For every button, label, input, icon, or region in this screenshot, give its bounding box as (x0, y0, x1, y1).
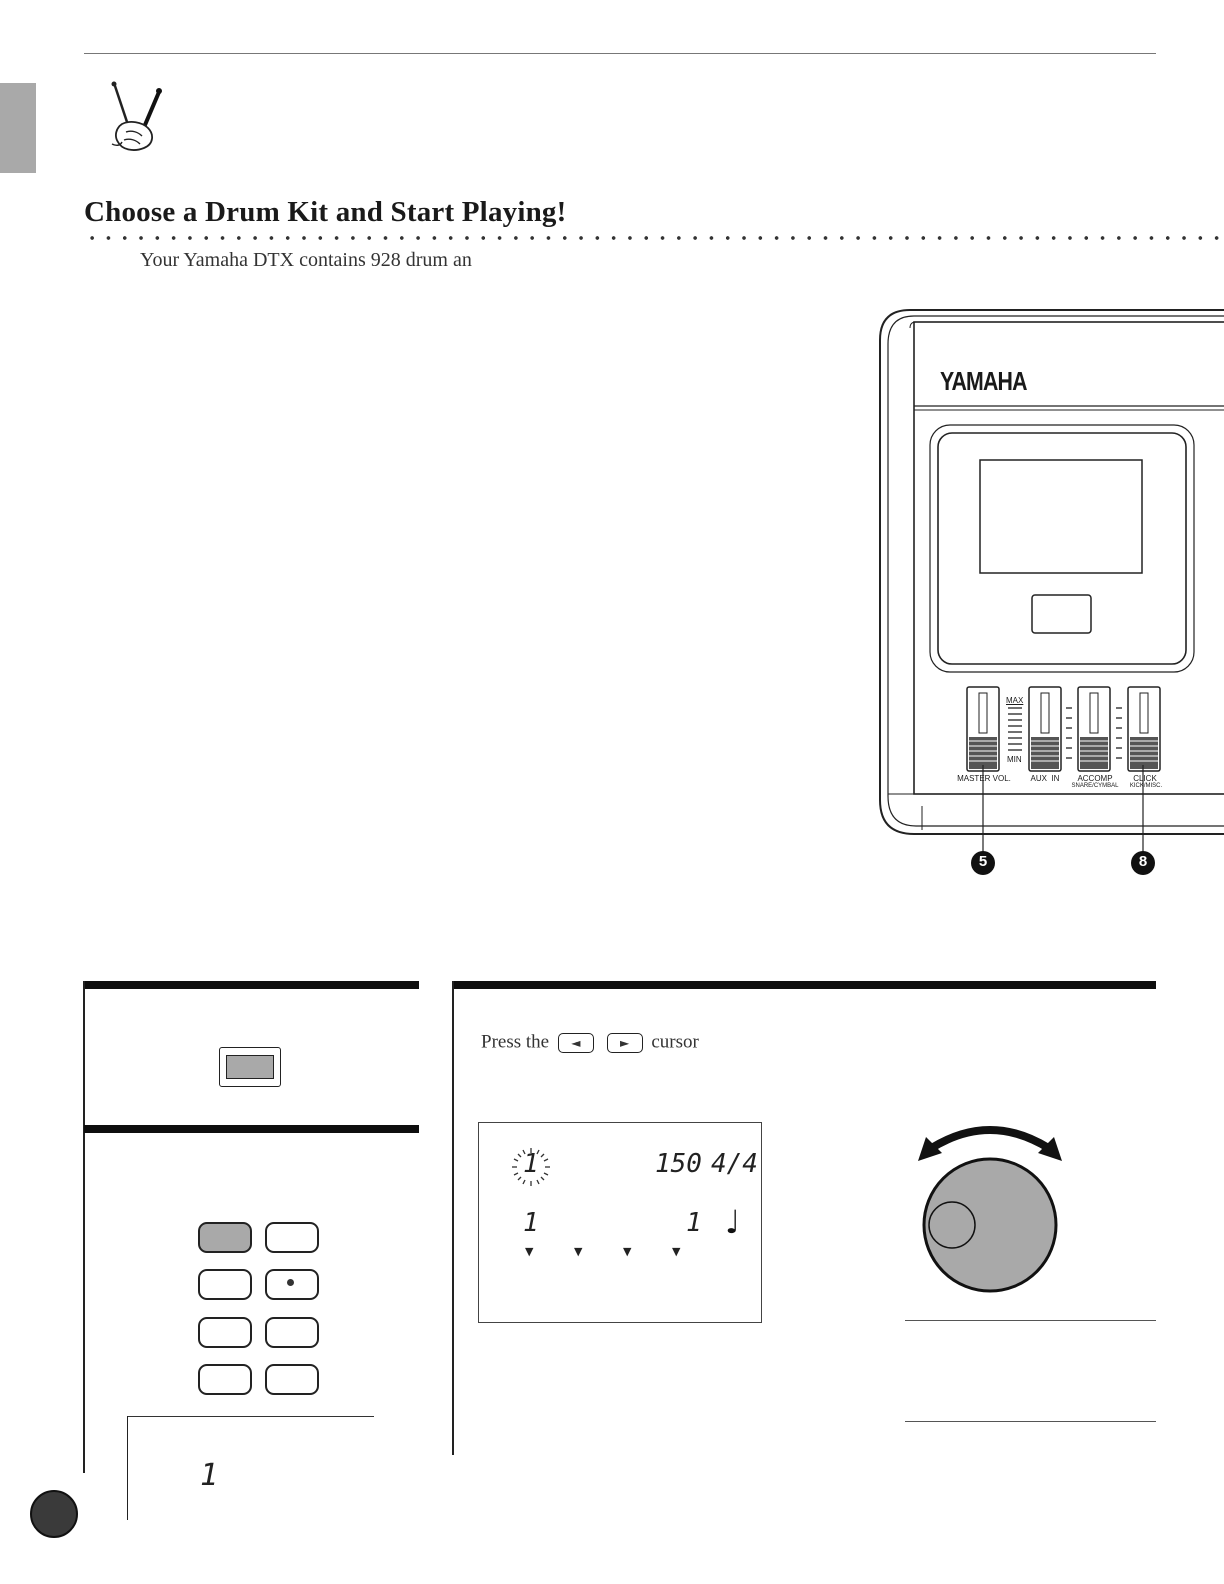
accomp-label: ACCOMP (1077, 774, 1113, 783)
press-instruction (481, 1031, 699, 1054)
data-dial[interactable] (910, 1115, 1070, 1300)
pad-button-7[interactable] (198, 1364, 252, 1395)
pad-button-4[interactable] (265, 1269, 319, 1300)
click-slider[interactable] (1128, 687, 1160, 771)
step-rule-1 (84, 981, 419, 989)
pad-button-5[interactable] (198, 1317, 252, 1348)
lcd-beat: 1 (686, 1208, 702, 1238)
pad-button-3[interactable] (198, 1269, 252, 1300)
lcd-time-signature: 4/4 (711, 1149, 758, 1179)
master-vol-slider[interactable] (967, 687, 999, 771)
press-prefix: Press the (481, 1031, 550, 1053)
aux-in-slider[interactable] (1029, 687, 1061, 771)
lcd-measure: 1 (523, 1208, 539, 1238)
master-vol-label: MASTER VOL. (957, 774, 1011, 783)
small-lcd-side (127, 1416, 128, 1520)
small-lcd-value: 1 (200, 1458, 219, 1493)
pad-button-6[interactable] (265, 1317, 319, 1348)
yamaha-logo: YAMAHA (940, 366, 1027, 396)
section-title: Choose a Drum Kit and Start Playing! (84, 196, 567, 228)
left-column-line (83, 981, 85, 1473)
scale-min-label: MIN (1007, 755, 1022, 764)
beat-marker: ▼ (672, 1245, 681, 1258)
header-rule (84, 53, 1156, 54)
lcd-kit-number: 1 (523, 1149, 539, 1179)
lcd-display (478, 1122, 762, 1323)
kit-button[interactable] (219, 1047, 281, 1087)
beat-marker: ▼ (623, 1245, 632, 1258)
callout-8-number: 8 (1138, 853, 1148, 870)
beat-marker: ▼ (525, 1245, 534, 1258)
beat-marker: ▼ (574, 1245, 583, 1258)
scale-max-label: MAX (1006, 696, 1024, 705)
accomp-slider[interactable] (1078, 687, 1110, 771)
note-rule-top (905, 1320, 1156, 1321)
press-suffix: cursor (651, 1031, 699, 1053)
step-rule-2 (84, 1125, 419, 1133)
intro-text: Your Yamaha DTX contains 928 drum an (140, 249, 472, 271)
quarter-note-icon: ♩ (725, 1203, 741, 1241)
accomp-sublabel: SNARE/CYMBAL (1071, 783, 1119, 789)
aux-in-label: AUX IN (1030, 774, 1060, 783)
pad-button-8[interactable] (265, 1364, 319, 1395)
lcd-tempo: 150 (655, 1149, 702, 1179)
click-sublabel: KICK/MISC. (1129, 783, 1163, 789)
cursor-left-key[interactable]: ◄ (558, 1033, 594, 1053)
chapter-tab (0, 83, 36, 173)
step-rule-3 (453, 981, 1156, 989)
title-dotted-rule (84, 234, 1224, 242)
cursor-right-key[interactable]: ► (607, 1033, 643, 1053)
callout-5-number: 5 (978, 853, 988, 870)
small-lcd-top (128, 1416, 374, 1417)
dtx-panel-illustration (870, 300, 1224, 900)
drumstick-hand-icon (104, 80, 170, 158)
led-dot-icon (287, 1279, 294, 1286)
pad-button-2[interactable] (265, 1222, 319, 1253)
click-label: CLICK (1133, 774, 1157, 783)
pad-button-1[interactable] (198, 1222, 252, 1253)
note-rule-bottom (905, 1421, 1156, 1422)
page-number-badge (30, 1490, 78, 1538)
right-column-line (452, 981, 454, 1455)
